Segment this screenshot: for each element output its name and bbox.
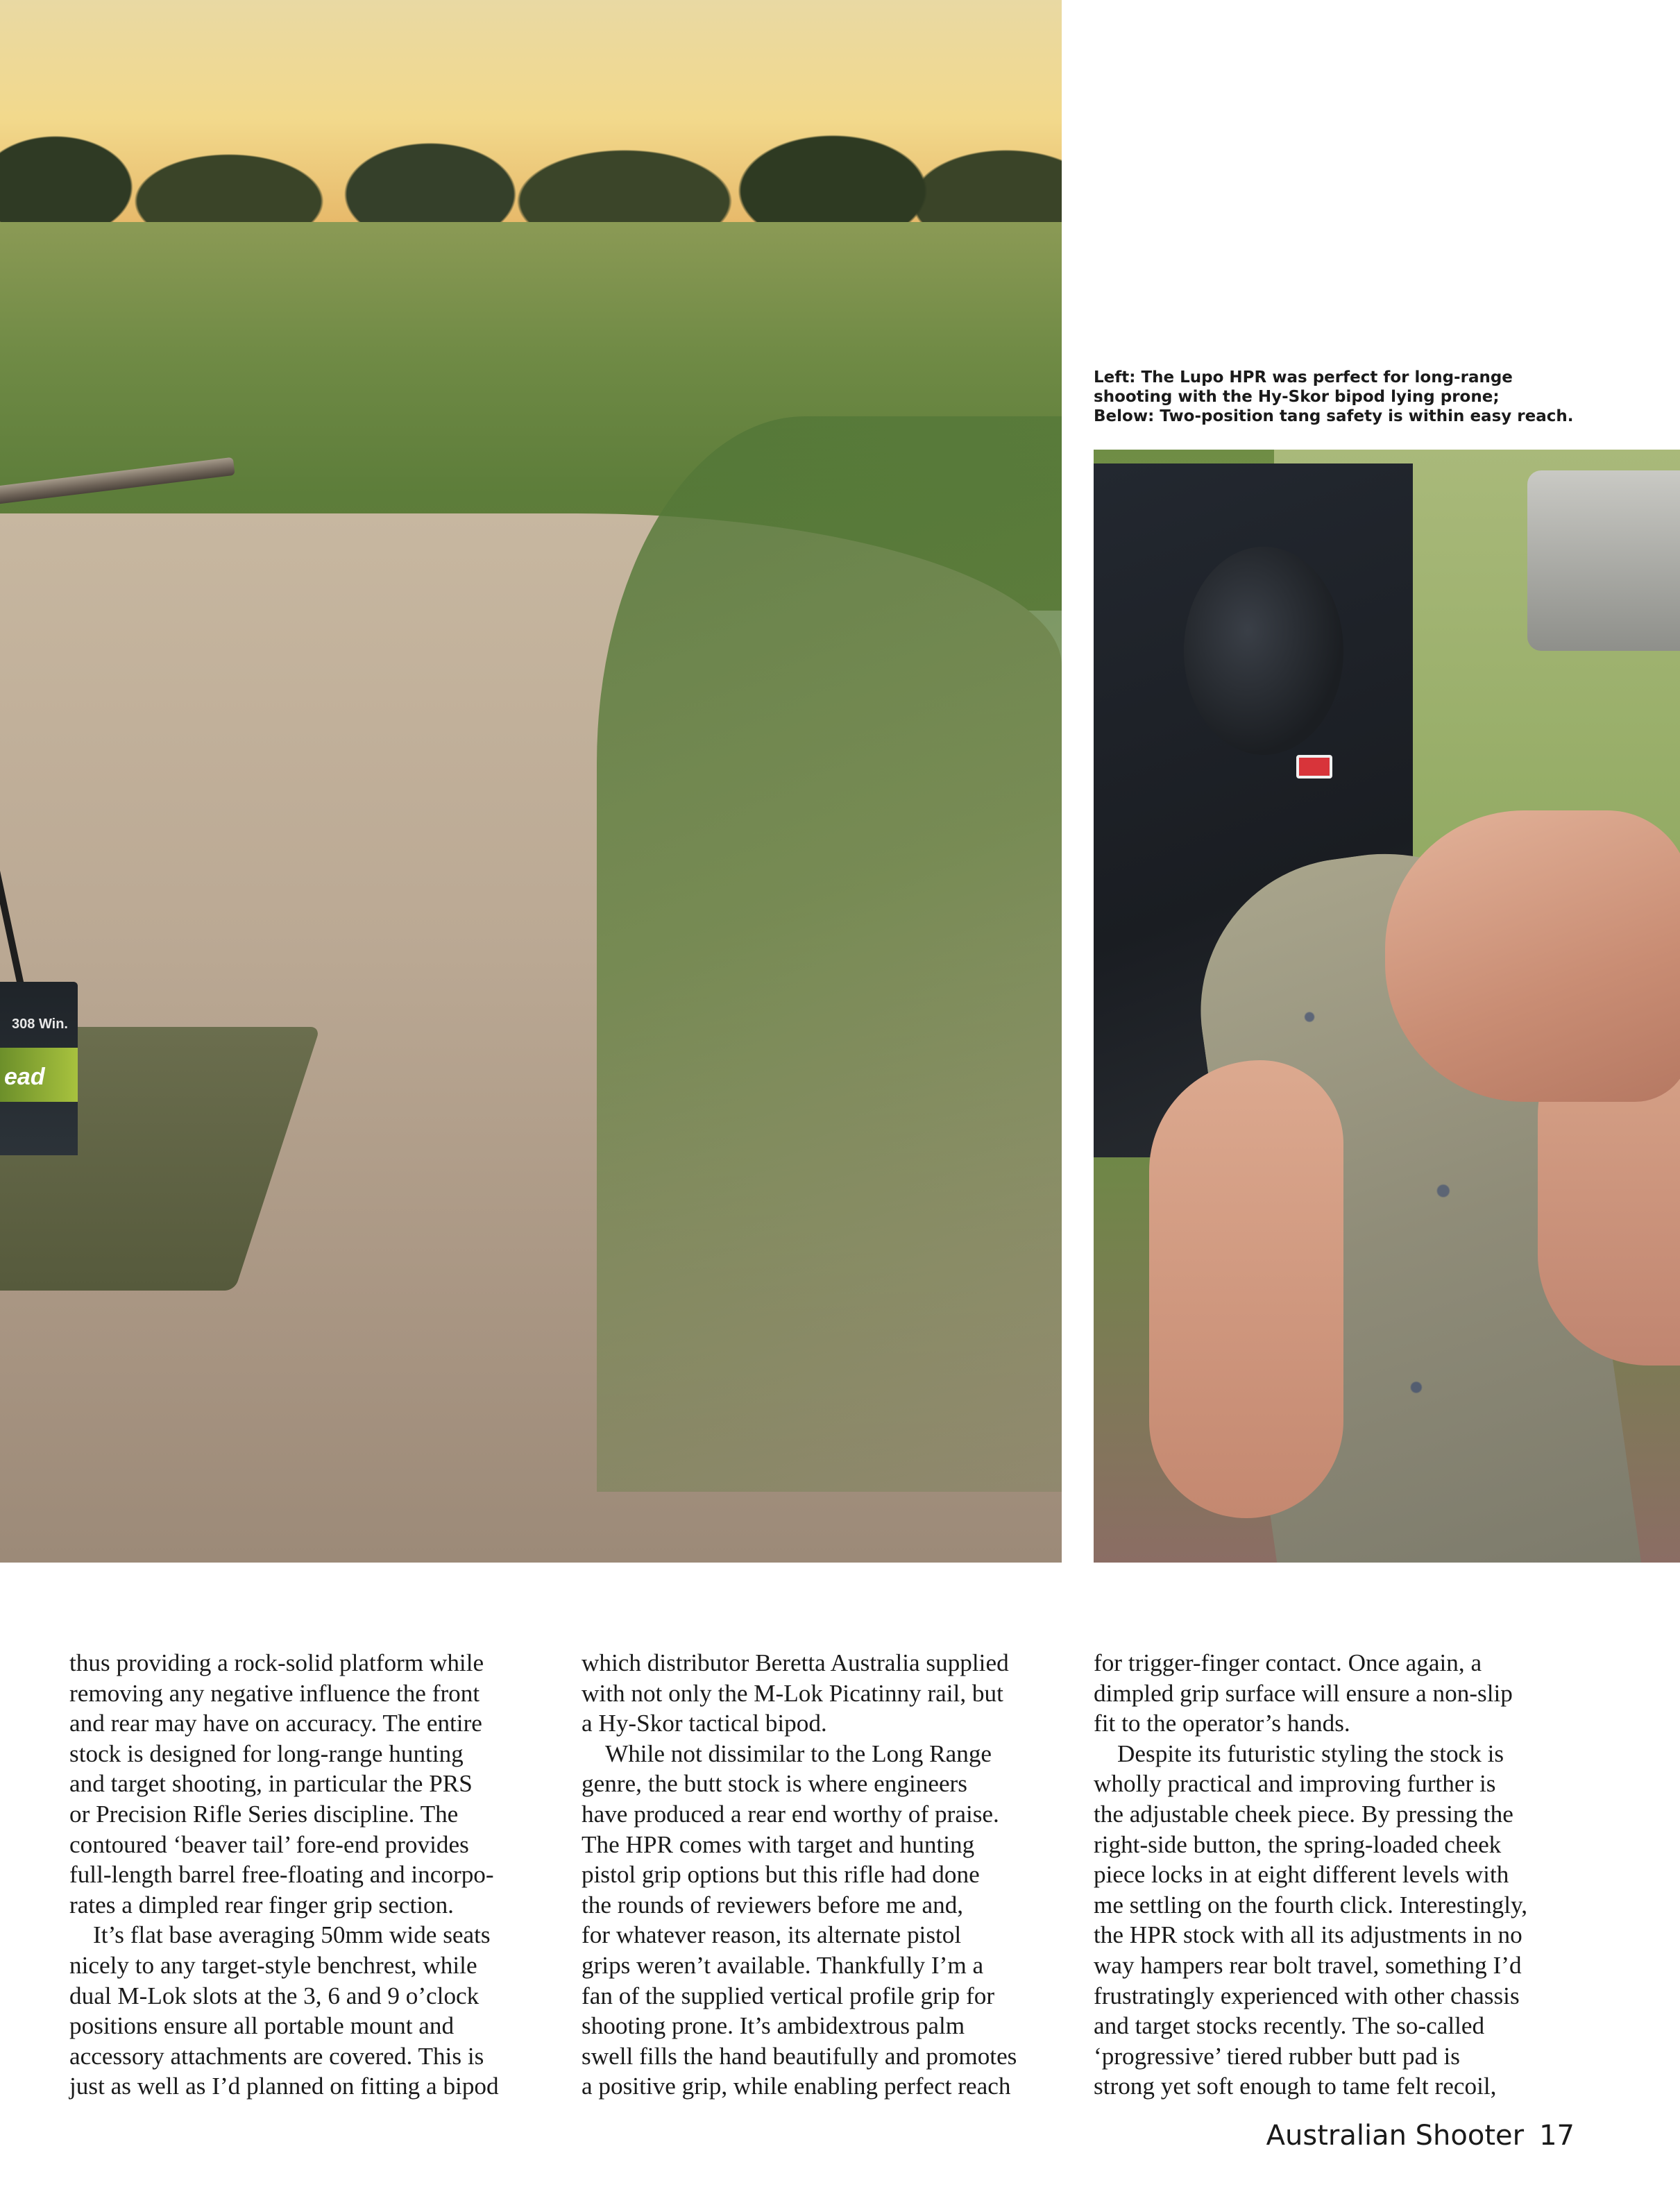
text-line: It’s flat base averaging 50mm wide seats <box>93 1921 491 1949</box>
photo-tang-safety <box>1094 450 1680 1563</box>
text-line: for whatever reason, its alternate pistol <box>582 1921 962 1949</box>
text-line: While not dissimilar to the Long Range <box>605 1739 992 1767</box>
publication-name: Australian Shooter <box>1266 2120 1525 2152</box>
photo-weeds <box>597 416 1062 1492</box>
caption-line: shooting with the Hy-Skor bipod lying prone; <box>1094 388 1500 406</box>
text-line: have produced a rear end worthy of praise. <box>582 1800 999 1828</box>
text-line: frustratingly experienced with other chassis <box>1094 1982 1520 2009</box>
ammo-box-brand: ead <box>4 1064 45 1090</box>
text-line: positions ensure all portable mount and <box>69 2012 455 2040</box>
text-line: just as well as I’d planned on fitting a bipod <box>69 2073 499 2100</box>
text-line: grips weren’t available. Thankfully I’m a <box>582 1951 984 1979</box>
text-line: strong yet soft enough to tame felt recoil, <box>1094 2073 1497 2100</box>
ammo-box-caliber: 308 Win. <box>12 1016 68 1032</box>
text-line: for trigger-finger contact. Once again, a <box>1094 1649 1482 1676</box>
text-line: stock is designed for long-range hunting <box>69 1739 464 1767</box>
text-line: genre, the butt stock is where engineers <box>582 1770 967 1798</box>
text-line: and target shooting, in particular the PRS <box>69 1770 473 1798</box>
text-line: the rounds of reviewers before me and, <box>582 1891 964 1919</box>
text-line: swell fills the hand beautifully and promotes <box>582 2042 1017 2070</box>
article-column-2 <box>582 1648 1060 2102</box>
text-line: full-length barrel free-floating and incorpo- <box>69 1861 494 1889</box>
article-column-3 <box>1094 1648 1572 2102</box>
ammo-box <box>0 982 78 1155</box>
text-line: right-side button, the spring-loaded cheek <box>1094 1830 1502 1858</box>
text-line: pistol grip options but this rifle had done <box>582 1861 980 1889</box>
text-line: the adjustable cheek piece. By pressing the <box>1094 1800 1513 1828</box>
text-line: nicely to any target-style benchrest, while <box>69 1951 477 1979</box>
text-line: shooting prone. It’s ambidextrous palm <box>582 2012 965 2040</box>
text-line: removing any negative influence the front <box>69 1679 480 1707</box>
text-line: a positive grip, while enabling perfect reach <box>582 2073 1011 2100</box>
caption-line: Left: The Lupo HPR was perfect for long-range <box>1094 368 1513 386</box>
tang-safety <box>1184 547 1343 755</box>
text-line: thus providing a rock-solid platform while <box>69 1649 484 1676</box>
text-line: which distributor Beretta Australia supplied <box>582 1649 1009 1676</box>
page-number: 17 <box>1539 2120 1575 2152</box>
safety-indicator <box>1296 755 1332 779</box>
text-line: the HPR stock with all its adjustments in no <box>1094 1921 1522 1949</box>
hand-thumb <box>1385 810 1680 1102</box>
text-line: The HPR comes with target and hunting <box>582 1830 975 1858</box>
text-line: way hampers rear bolt travel, something I’d <box>1094 1951 1522 1979</box>
text-line: fan of the supplied vertical profile grip for <box>582 1982 995 2009</box>
text-line: and rear may have on accuracy. The entire <box>69 1710 482 1737</box>
text-line: accessory attachments are covered. This is <box>69 2042 484 2070</box>
photo-rifle-prone <box>0 0 1062 1563</box>
text-line: with not only the M-Lok Picatinny rail, but <box>582 1679 1003 1707</box>
photo-vehicle <box>1527 470 1680 651</box>
text-line: ‘progressive’ tiered rubber butt pad is <box>1094 2042 1460 2070</box>
caption-line: Below: Two-position tang safety is within easy reach. <box>1094 407 1574 425</box>
text-line: a Hy-Skor tactical bipod. <box>582 1710 827 1737</box>
text-line: wholly practical and improving further is <box>1094 1770 1496 1798</box>
text-line: dual M-Lok slots at the 3, 6 and 9 o’clock <box>69 1982 480 2009</box>
page-footer <box>1266 2120 1575 2152</box>
text-line: contoured ‘beaver tail’ fore-end provides <box>69 1830 469 1858</box>
text-line: or Precision Rifle Series discipline. The <box>69 1800 459 1828</box>
photo-caption <box>1094 368 1663 426</box>
hand-fingers <box>1149 1060 1343 1518</box>
article-column-1 <box>69 1648 548 2102</box>
text-line: rates a dimpled rear finger grip section. <box>69 1891 454 1919</box>
text-line: and target stocks recently. The so-called <box>1094 2012 1485 2040</box>
text-line: dimpled grip surface will ensure a non-slip <box>1094 1679 1513 1707</box>
text-line: me settling on the fourth click. Interestingly, <box>1094 1891 1528 1919</box>
text-line: piece locks in at eight different levels with <box>1094 1861 1509 1889</box>
text-line: Despite its futuristic styling the stock is <box>1117 1739 1504 1767</box>
text-line: fit to the operator’s hands. <box>1094 1710 1350 1737</box>
